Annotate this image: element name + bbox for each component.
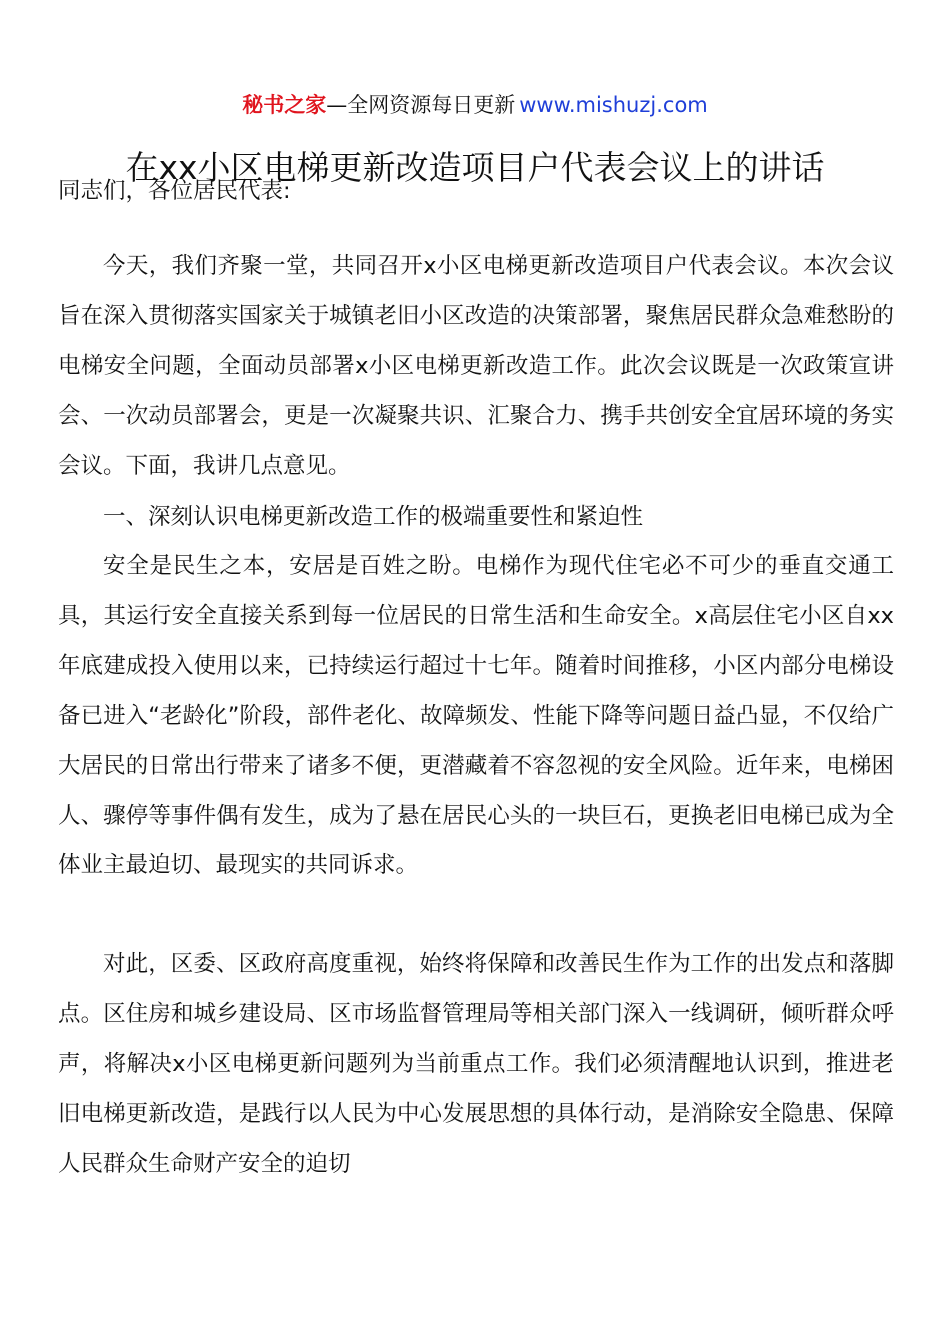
salutation: 同志们，各位居民代表: [58, 178, 291, 204]
site-url-link[interactable]: www.mishuzj.com [519, 93, 708, 117]
paragraph-safety: 安全是民生之本，安居是百姓之盼。电梯作为现代住宅必不可少的垂直交通工具，其运行安全直接关系到每一位居民的日常生活和生命安全。x高层住宅小区自xx年底建成投入使用以来，已持续运行超过十七年。随着时间推移，小区内部分电梯设备已进入“老龄化”阶段，部件老化、故障频发、性能下降等问题日益凸显，不仅给广大居民的日常出行带来了诸多不便，更潜藏着不容忽视的安全风险。近年来，电梯困人、骤停等事件偶有发生，成为了悬在居民心头的一块巨石，更换老旧电梯已成为全体业主最迫切、最现实的共同诉求。 [58, 553, 894, 879]
brand-name: 秘书之家 [242, 93, 327, 117]
section-heading-1: 一、深刻认识电梯更新改造工作的极端重要性和紧迫性 [103, 504, 644, 530]
paragraph-government: 对此，区委、区政府高度重视，始终将保障和改善民生作为工作的出发点和落脚点。区住房和城乡建设局、区市场监督管理局等相关部门深入一线调研，倾听群众呼声，将解决x小区电梯更新问题列为当前重点工作。我们必须清醒地认识到，推进老旧电梯更新改造，是践行以人民为中心发展思想的具体行动，是消除安全隐患、保障人民群众生命财产安全的迫切 [58, 951, 894, 1177]
site-slogan: —全网资源每日更新 [326, 93, 516, 117]
site-header [0, 88, 950, 122]
document-title: 在xx小区电梯更新改造项目户代表会议上的讲话 [125, 148, 825, 187]
paragraph-intro: 今天，我们齐聚一堂，共同召开x小区电梯更新改造项目户代表会议。本次会议旨在深入贯彻落实国家关于城镇老旧小区改造的决策部署，聚焦居民群众急难愁盼的电梯安全问题，全面动员部署x小区电梯更新改造工作。此次会议既是一次政策宣讲会、一次动员部署会，更是一次凝聚共识、汇聚合力、携手共创安全宜居环境的务实会议。下面，我讲几点意见。 [58, 253, 894, 479]
